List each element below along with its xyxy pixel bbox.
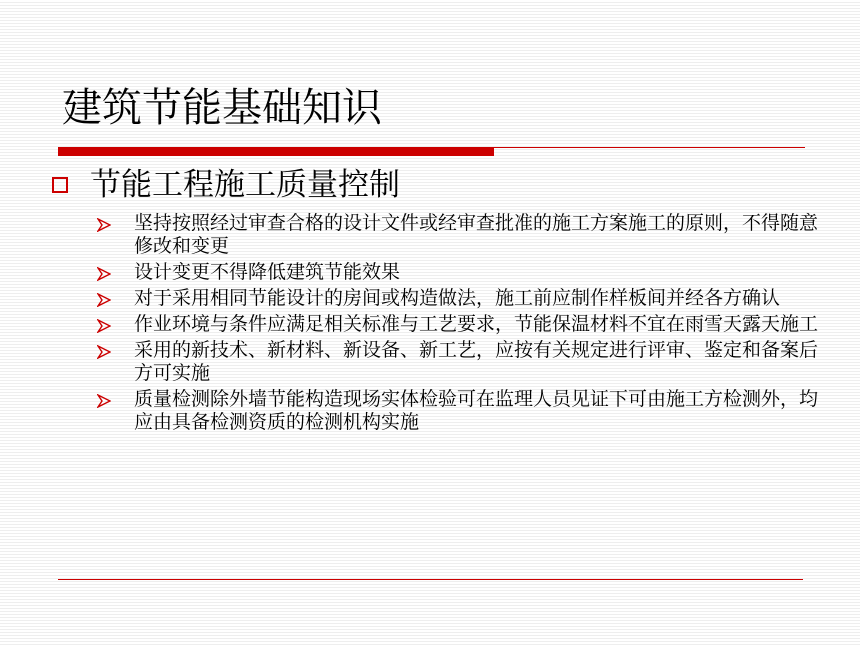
list-item-text: 坚持按照经过审查合格的设计文件或经审查批准的施工方案施工的原则，不得随意修改和变更 xyxy=(134,212,819,257)
list-item-text: 对于采用相同节能设计的房间或构造做法，施工前应制作样板间并经各方确认 xyxy=(134,287,781,309)
arrow-bullet-icon xyxy=(97,394,111,408)
title-accent-bar xyxy=(58,147,494,156)
list-item xyxy=(48,388,828,434)
slide-title: 建筑节能基础知识 xyxy=(62,85,382,131)
arrow-bullet-icon xyxy=(97,267,111,281)
section-heading: 节能工程施工质量控制 xyxy=(90,167,400,203)
list-item xyxy=(48,339,828,385)
list-item xyxy=(48,313,828,336)
list-item xyxy=(48,261,828,284)
arrow-bullet-icon xyxy=(97,319,111,333)
hollow-square-bullet-icon xyxy=(52,177,68,193)
bullet-list xyxy=(48,212,828,434)
list-item-text: 质量检测除外墙节能构造现场实体检验可在监理人员见证下可由施工方检测外，均应由具备检测资质的检测机构实施 xyxy=(134,388,819,433)
arrow-bullet-icon xyxy=(97,218,111,232)
list-item-text: 作业环境与条件应满足相关标准与工艺要求，节能保温材料不宜在雨雪天露天施工 xyxy=(134,313,819,335)
footer-divider xyxy=(58,579,803,580)
list-item-text: 设计变更不得降低建筑节能效果 xyxy=(134,261,401,283)
list-item-text: 采用的新技术、新材料、新设备、新工艺，应按有关规定进行评审、鉴定和备案后方可实施 xyxy=(134,339,819,384)
arrow-bullet-icon xyxy=(97,345,111,359)
title-accent-line xyxy=(494,147,805,148)
list-item xyxy=(48,287,828,310)
content-section xyxy=(48,164,828,437)
arrow-bullet-icon xyxy=(97,293,111,307)
list-item xyxy=(48,212,828,258)
section-header xyxy=(48,164,828,206)
